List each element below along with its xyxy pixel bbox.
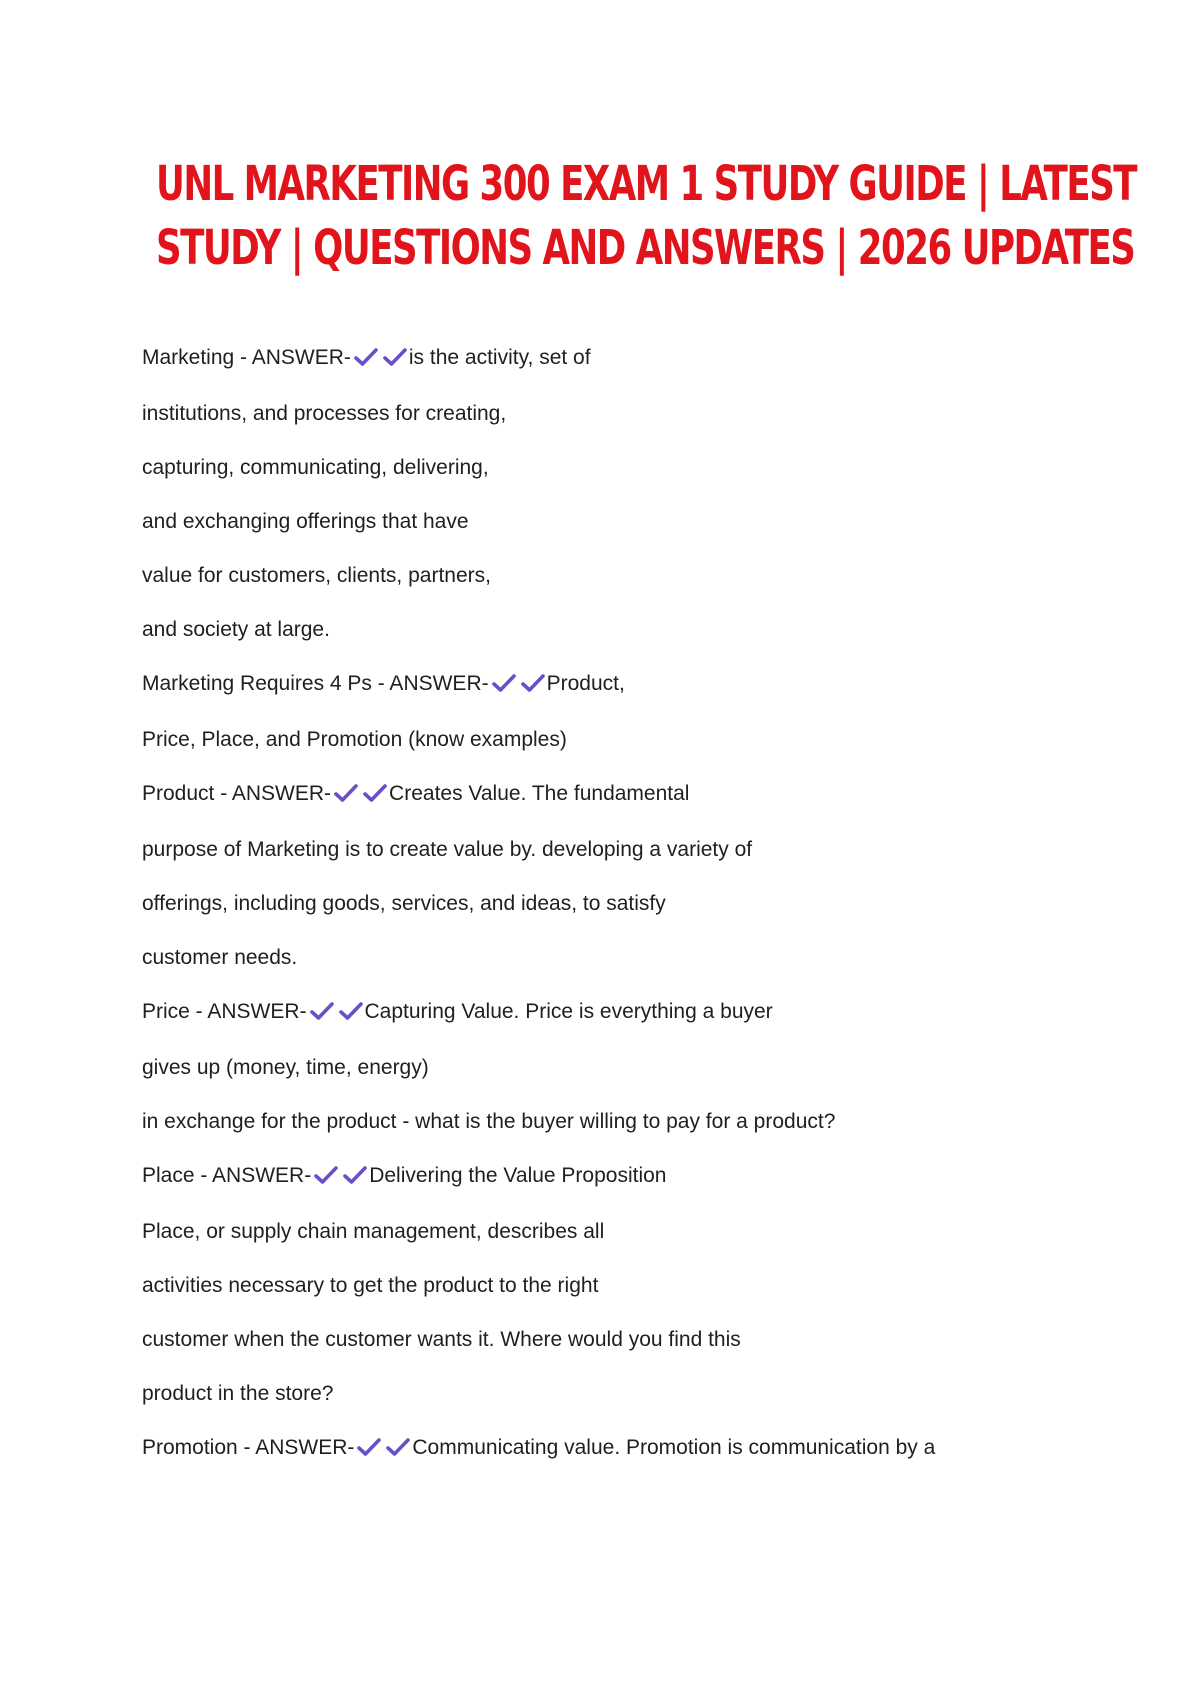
check-icon — [334, 783, 358, 803]
answer-text: Creates Value. The fundamental — [389, 782, 690, 805]
line-text: purpose of Marketing is to create value by. developing a variety of — [142, 838, 753, 861]
answer-line — [142, 996, 1042, 1052]
term-label: Promotion - ANSWER- — [142, 1436, 355, 1459]
text-line — [142, 1216, 1042, 1270]
term-label: Marketing - ANSWER- — [142, 346, 351, 369]
text-line — [142, 1106, 1042, 1160]
line-text: Price, Place, and Promotion (know examples) — [142, 728, 567, 751]
text-line — [142, 1324, 1042, 1378]
text-line — [142, 1052, 1042, 1106]
text-line — [142, 1270, 1042, 1324]
text-line — [142, 506, 1042, 560]
check-icon — [383, 347, 407, 367]
document-title — [156, 152, 1137, 280]
text-line — [142, 398, 1042, 452]
text-line — [142, 560, 1042, 614]
line-text: value for customers, clients, partners, — [142, 564, 491, 587]
answer-line — [142, 342, 1042, 398]
text-line — [142, 452, 1042, 506]
title-line-2: STUDY | QUESTIONS AND ANSWERS | 2026 UPDATES — [156, 220, 1135, 276]
text-line — [142, 724, 1042, 778]
answer-line — [142, 668, 1042, 724]
answer-line — [142, 1432, 1042, 1488]
check-icon — [521, 673, 545, 693]
line-text: in exchange for the product - what is the buyer willing to pay for a product? — [142, 1110, 836, 1133]
term-label: Place - ANSWER- — [142, 1164, 312, 1187]
check-icon — [492, 673, 516, 693]
line-text: capturing, communicating, delivering, — [142, 456, 489, 479]
text-line — [142, 888, 1042, 942]
term-label: Product - ANSWER- — [142, 782, 332, 805]
answer-text: Delivering the Value Proposition — [369, 1164, 667, 1187]
text-line — [142, 942, 1042, 996]
title-line-1: UNL MARKETING 300 EXAM 1 STUDY GUIDE | LATEST — [156, 156, 1137, 212]
check-icon — [354, 347, 378, 367]
check-icon — [386, 1437, 410, 1457]
document-body — [142, 342, 1042, 1488]
check-icon — [314, 1165, 338, 1185]
check-icon — [363, 783, 387, 803]
answer-text: is the activity, set of — [408, 346, 591, 369]
answer-line — [142, 778, 1042, 834]
line-text: customer needs. — [142, 946, 298, 969]
line-text: and society at large. — [142, 618, 330, 641]
answer-text: Communicating value. Promotion is communication by a — [412, 1436, 936, 1459]
line-text: activities necessary to get the product to the right — [142, 1274, 599, 1297]
check-icon — [310, 1001, 334, 1021]
term-label: Marketing Requires 4 Ps - ANSWER- — [142, 672, 489, 695]
line-text: Place, or supply chain management, describes all — [142, 1220, 605, 1243]
term-label: Price - ANSWER- — [142, 1000, 307, 1023]
line-text: institutions, and processes for creating, — [142, 402, 507, 425]
answer-line — [142, 1160, 1042, 1216]
text-line — [142, 614, 1042, 668]
answer-text: Capturing Value. Price is everything a buyer — [364, 1000, 773, 1023]
line-text: product in the store? — [142, 1382, 334, 1405]
check-icon — [339, 1001, 363, 1021]
text-line — [142, 834, 1042, 888]
line-text: gives up (money, time, energy) — [142, 1056, 429, 1079]
answer-text: Product, — [546, 672, 625, 695]
check-icon — [357, 1437, 381, 1457]
line-text: customer when the customer wants it. Where would you find this — [142, 1328, 741, 1351]
line-text: offerings, including goods, services, and ideas, to satisfy — [142, 892, 666, 915]
text-line — [142, 1378, 1042, 1432]
line-text: and exchanging offerings that have — [142, 510, 469, 533]
check-icon — [343, 1165, 367, 1185]
